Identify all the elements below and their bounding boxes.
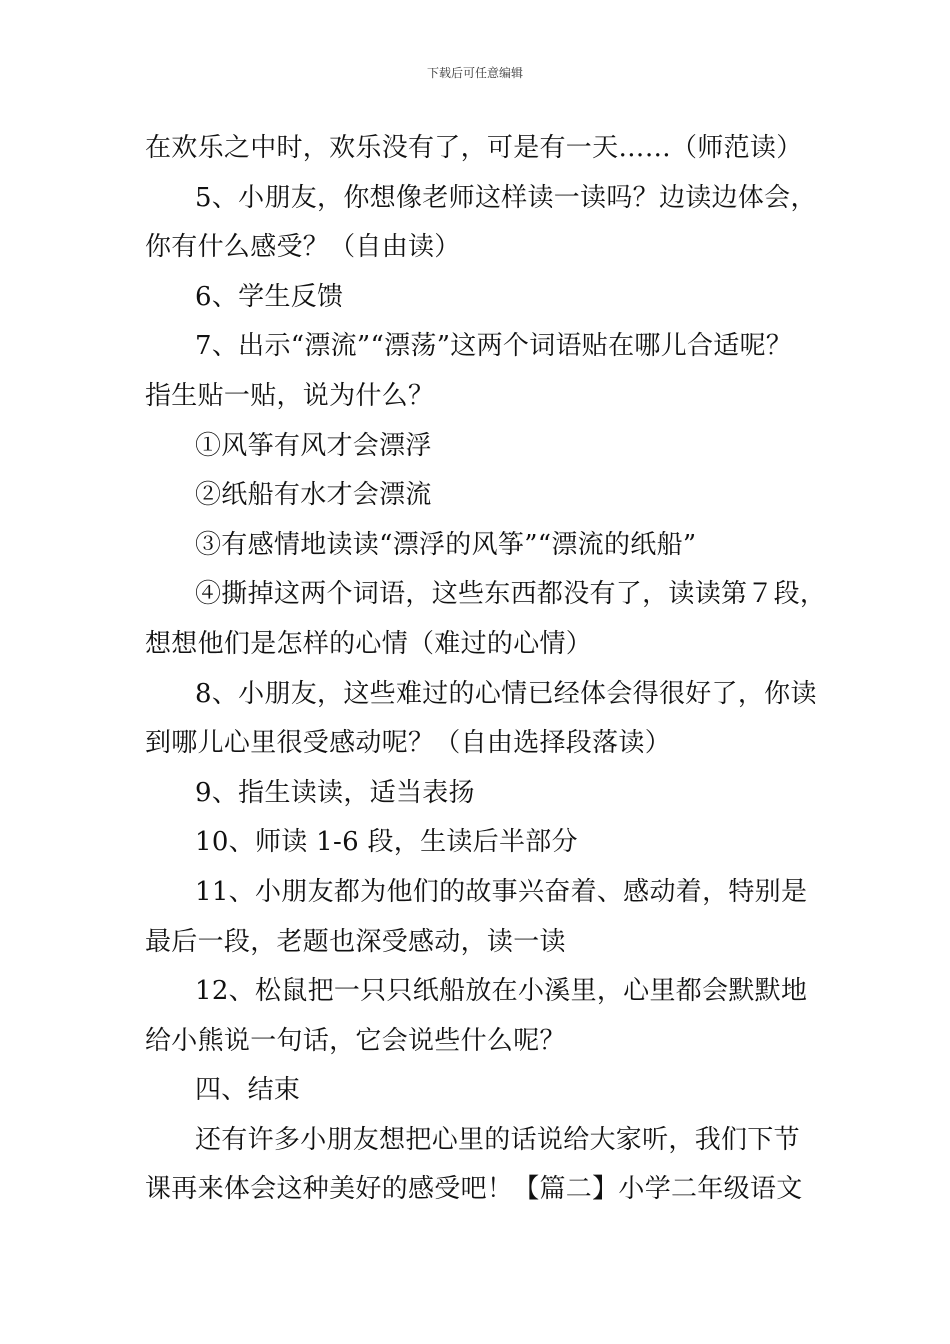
text-line: 11、小朋友都为他们的故事兴奋着、感动着，特别是 (195, 876, 808, 907)
text-line: 还有许多小朋友想把心里的话说给大家听，我们下节 (195, 1124, 800, 1155)
text-line: 四、结束 (195, 1075, 301, 1106)
text-line: 6、学生反馈 (195, 281, 344, 312)
text-line: 8、小朋友，这些难过的心情已经体会得很好了，你读 (195, 678, 817, 709)
text-line: 7、出示“漂流”“漂荡”这两个词语贴在哪儿合适呢？ (195, 331, 793, 362)
text-line: 9、指生读读，适当表扬 (195, 777, 475, 808)
text-line: ②纸船有水才会漂流 (195, 480, 432, 511)
text-line: 你有什么感受？（自由读） (145, 232, 461, 263)
document-body (145, 128, 827, 1219)
text-line: 给小熊说一句话，它会说些什么呢？ (145, 1025, 566, 1056)
text-line: 5、小朋友，你想像老师这样读一读吗？边读边体会， (195, 182, 817, 213)
text-line: 最后一段，老题也深受感动，读一读 (145, 926, 566, 957)
text-line: 课再来体会这种美好的感受吧！【篇二】小学二年级语文 (145, 1174, 803, 1205)
text-line: 指生贴一贴，说为什么？ (145, 380, 435, 411)
text-line: ①风筝有风才会漂浮 (195, 430, 432, 461)
text-line: 10、师读 1-6 段，生读后半部分 (195, 827, 578, 858)
text-line: ③有感情地读读“漂浮的风筝”“漂流的纸船” (195, 529, 697, 560)
text-line: 12、松鼠把一只只纸船放在小溪里，心里都会默默地 (195, 976, 808, 1007)
text-line: 想想他们是怎样的心情（难过的心情） (145, 628, 593, 659)
text-line: 到哪儿心里很受感动呢？（自由选择段落读） (145, 728, 672, 759)
page-header: 下载后可任意编辑 (426, 66, 523, 80)
text-line: ④撕掉这两个词语，这些东西都没有了，读读第７段， (195, 579, 827, 610)
text-line: 在欢乐之中时，欢乐没有了，可是有一天……（师范读） (145, 133, 803, 163)
